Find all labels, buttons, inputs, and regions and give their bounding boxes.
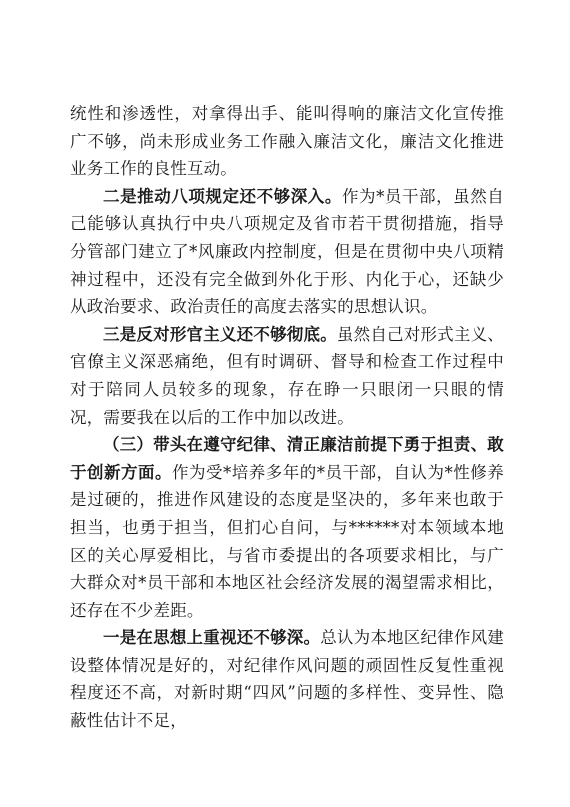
paragraph-3-lead: 三是反对形官主义还不够彻底。: [103, 324, 337, 344]
paragraph-3-text: 虽然自己对形式主义、官僚主义深恶痛绝，但有时调研、督导和检查工作过程中对于陪同人员较多的现象，存在睁一只眼闭一只眼的情况，需要我在以后的工作中加以改进。: [70, 324, 504, 427]
paragraph-2-lead: 二是推动八项规定还不够深入。: [103, 186, 342, 206]
paragraph-1-text: 统性和渗透性，对拿得出手、能叫得响的廉洁文化宣传推广不够，尚未形成业务工作融入廉洁文化，廉洁文化推进业务工作的良性互动。: [70, 104, 504, 179]
paragraph-4: [70, 431, 504, 624]
paragraph-5: [70, 624, 504, 734]
paragraph-5-lead: 一是在思想上重视还不够深。: [103, 628, 321, 648]
paragraph-2: [70, 183, 504, 321]
paragraph-3: [70, 321, 504, 431]
paragraph-1: [70, 100, 504, 183]
paragraph-4-lead: （三）带头在遵守纪律、清正廉洁前提下勇于担责、敢于创新方面。: [70, 435, 504, 482]
paragraph-5-text: 总认为本地区纪律作风建设整体情况是好的，对纪律作风问题的顽固性反复性重视程度还不高，对新时期“四风”问题的多样性、变异性、隐蔽性估计不足，: [70, 628, 505, 731]
paragraph-2-text: 作为*员干部，虽然自己能够认真执行中央八项规定及省市若干贯彻措施，指导分管部门建立了*风廉政内控制度，但是在贯彻中央八项精神过程中，还没有完全做到外化于形、内化于心，还缺少从政治要求、政治责任的高度去落实的思想认识。: [70, 186, 504, 317]
paragraph-4-text: 作为受*培养多年的*员干部，自认为*性修养是过硬的，推进作风建设的态度是坚决的，多年来也敢于担当，也勇于担当，但扪心自问，与******对本领域本地区的关心厚爱相比，与省市委提出的各项要求相比，与广大群众对*员干部和本地区社会经济发展的渴望需求相比，还存在不少差距。: [70, 462, 504, 620]
